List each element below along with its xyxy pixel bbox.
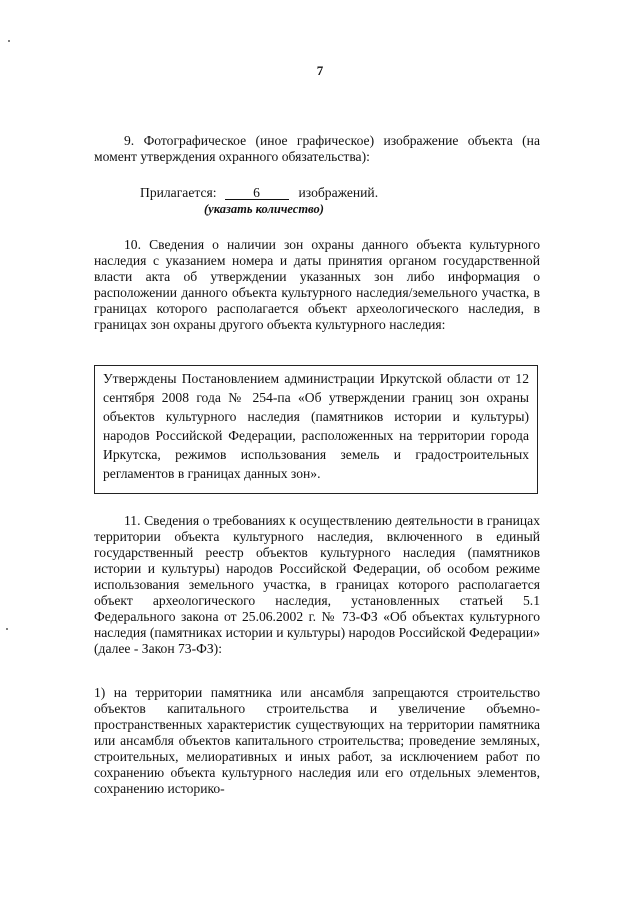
section-11-text [94, 513, 540, 657]
section-10-text [94, 237, 540, 333]
attachment-hint: (указать количество) [204, 202, 324, 216]
section-9-body: 9. Фотографическое (иное графическое) изображение объекта (на момент утверждения охранного обязательства): [94, 133, 540, 164]
scan-speck [8, 40, 10, 42]
page-number: 7 [316, 63, 324, 78]
attachment-count: 6 [225, 186, 289, 200]
attachment-label: Прилагается: [140, 185, 217, 200]
scan-speck [6, 628, 8, 630]
protection-zone-box: Утверждены Постановлением администрации Иркутской области от 12 сентября 2008 года № 254-па «Об утверждении границ зон охраны объектов культурного наследия (памятников истории и культуры) народов Российской Федерации, расположенных на территории города Иркутска, режимов использования земель и градостроительных регламентов в границах данных зон». [94, 365, 538, 494]
section-11-body: 11. Сведения о требованиях к осуществлению деятельности в границах территории объекта культурного наследия, включенного в единый государственный реестр объектов культурного наследия (памятников истории и культуры) народов Российской Федерации, об особом режиме использования земельного участка, в границах которого располагается объект археологического наследия, установленных статьей 5.1 Федерального закона от 25.06.2002 г. № 73-ФЗ «Об объектах культурного наследия (памятниках истории и культуры) народов Российской Федерации» (далее - Закон 73-ФЗ): [94, 513, 540, 656]
attachment-line [140, 185, 378, 201]
requirement-item-1-body: 1) на территории памятника или ансамбля запрещаются строительство объектов капитального строительства и увеличение объемно-пространственных характеристик существующих на территории памятника или ансамбля объектов капитального строительства; проведение земляных, строительных, мелиоративных и иных работ, за исключением работ по сохранению объекта культурного наследия или его отдельных элементов, сохранению историко- [94, 685, 540, 796]
attachment-suffix: изображений. [298, 185, 379, 200]
section-9-text [94, 133, 540, 165]
requirement-item-1 [94, 685, 540, 797]
section-10-body: 10. Сведения о наличии зон охраны данного объекта культурного наследия с указанием номера и даты принятия органом государственной власти акта об утверждении указанных зон либо информация о расположении данного объекта культурного наследия/земельного участка, в границах которого располагается объект археологического наследия, в границах зон охраны другого объекта культурного наследия: [94, 237, 540, 332]
